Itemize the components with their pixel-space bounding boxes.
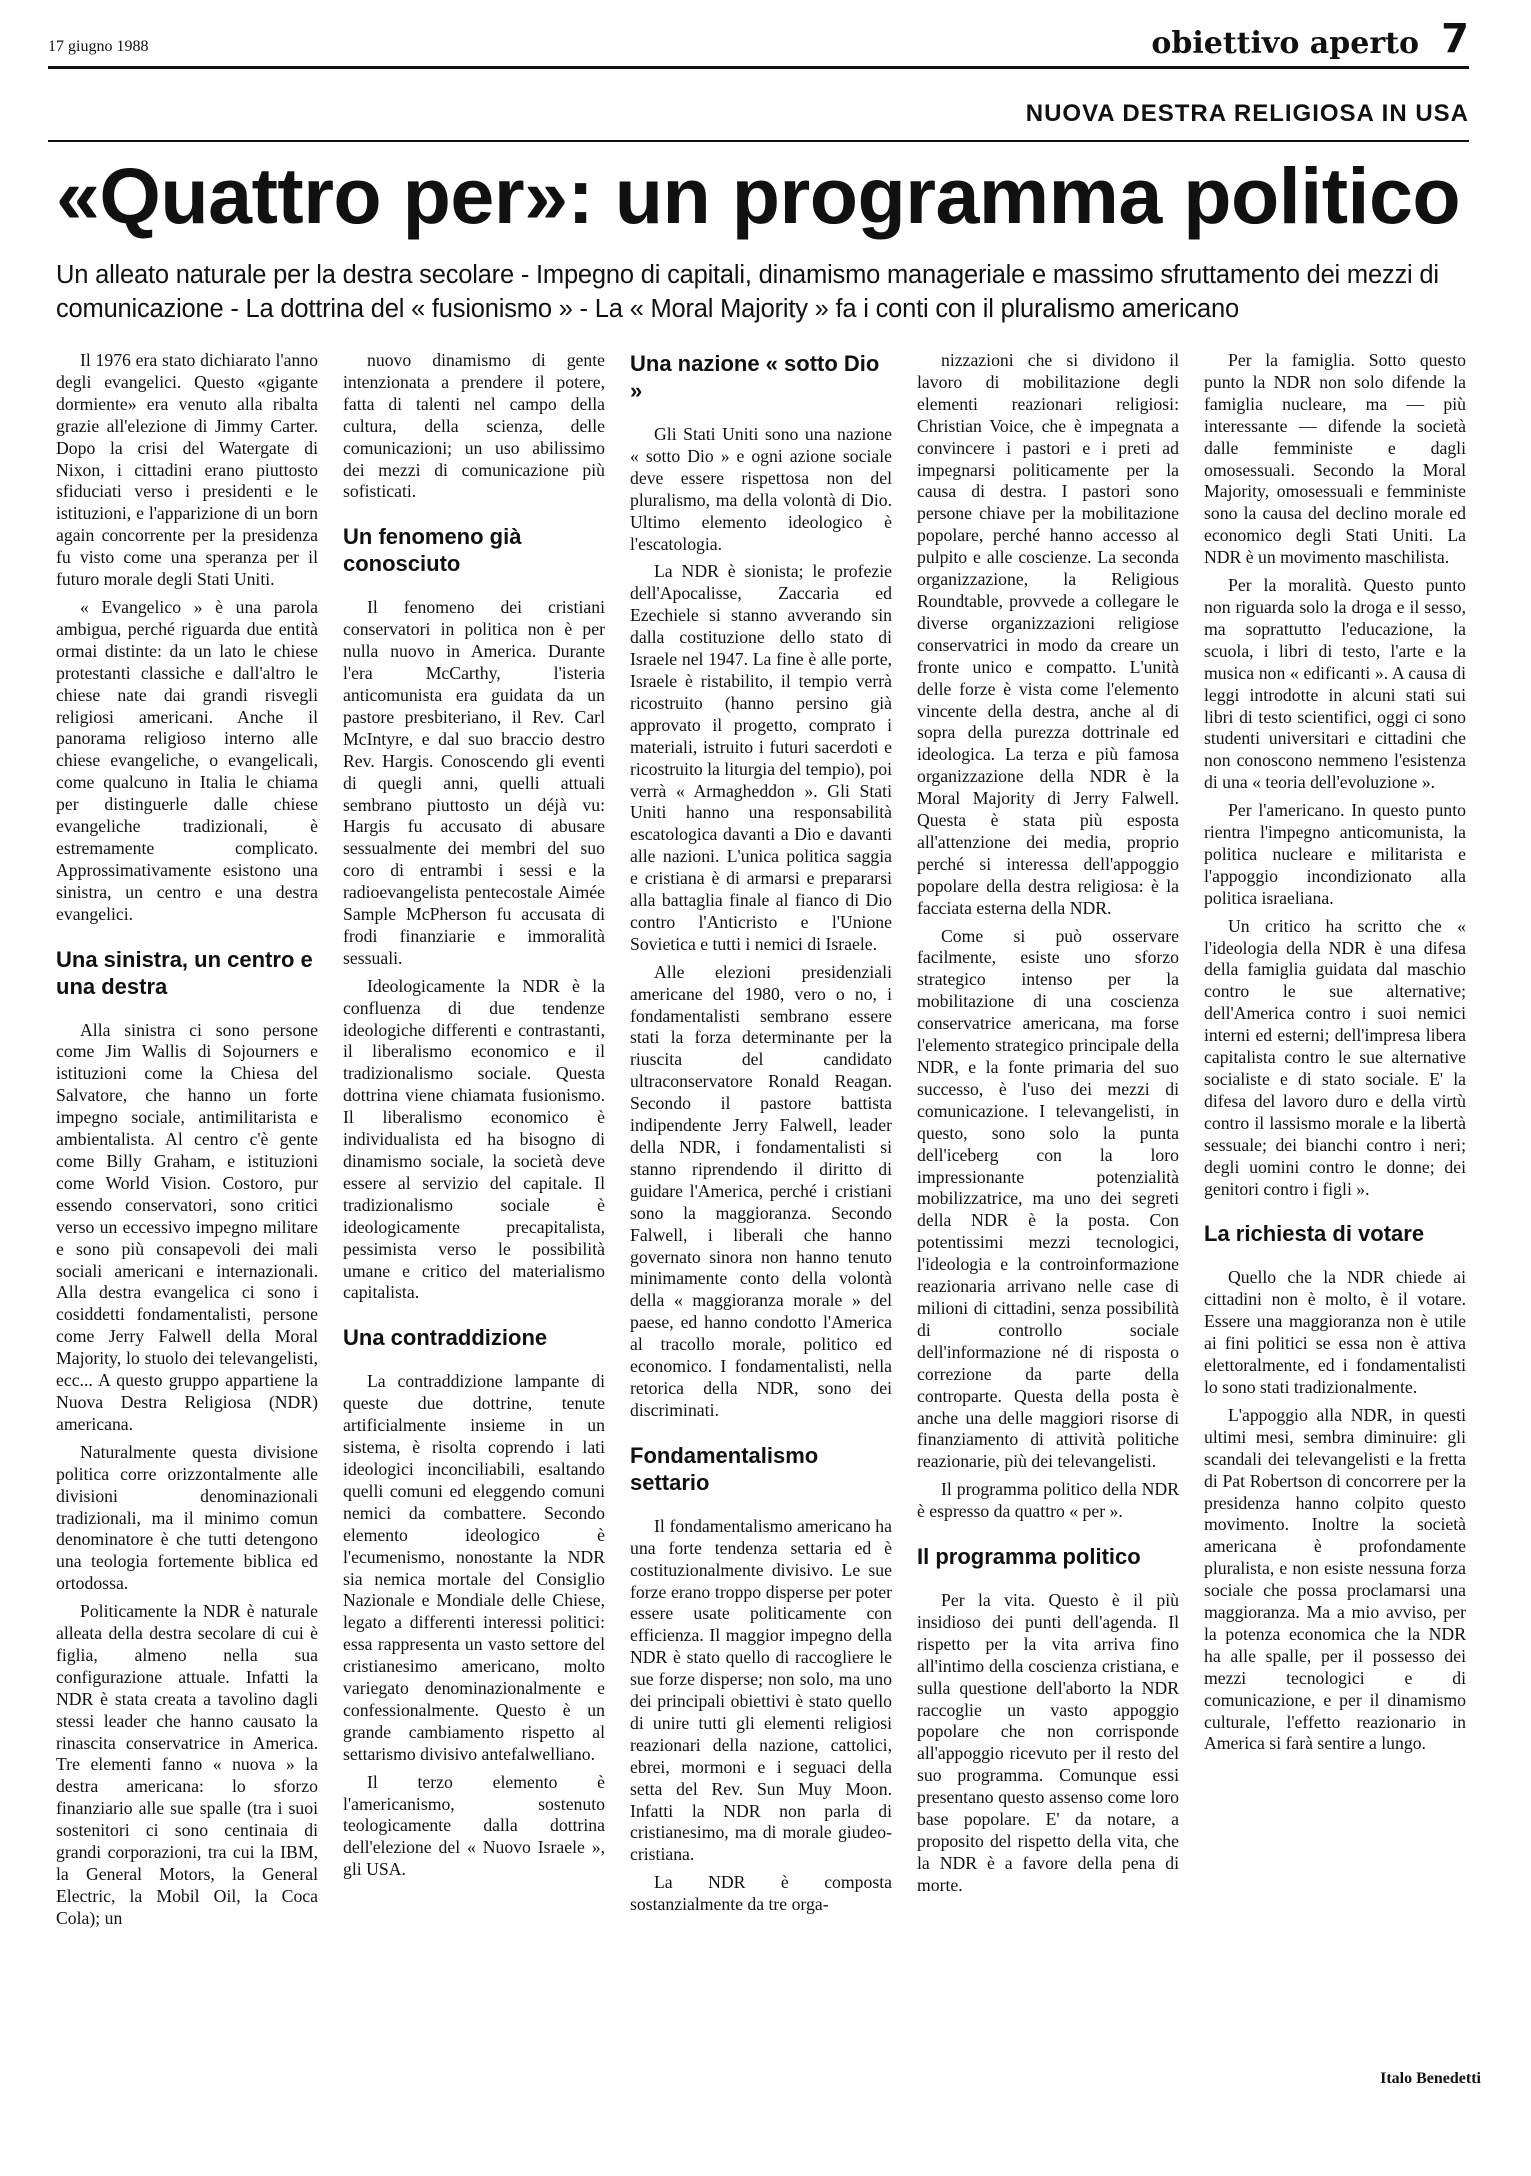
section-heading: Una nazione « sotto Dio » bbox=[630, 351, 880, 403]
article-body bbox=[56, 350, 1476, 2130]
kicker-divider bbox=[48, 140, 1469, 142]
article-column-3 bbox=[630, 350, 892, 2130]
article-column-1 bbox=[56, 350, 318, 2130]
body-paragraph: L'appoggio alla NDR, in questi ultimi mesi, sembra diminuire: gli scandali dei televangelisti e la fretta di Pat Robertson di concorrere per la presidenza hanno colpito questo movimento. Inoltre la società americana è profondamente pluralista, e non esiste nessuna forza sociale che possa proclamarsi una maggioranza. Ma a mio avviso, per la potenza economica che la NDR ha alle spalle, per il possesso dei mezzi tecnologici e di comunicazione, e per il dinamismo culturale, l'effetto reazionario in America si farà sentire a lungo. bbox=[1204, 1404, 1466, 1754]
section-heading: La richiesta di votare bbox=[1204, 1221, 1425, 1247]
body-paragraph: Per la moralità. Questo punto non riguarda solo la droga e il sesso, ma soprattutto l'educazione, la scuola, i libri di testo, l'arte e la musica non « edificanti ». A causa di leggi introdotte in alcuni stati sui libri di testo scientifici, oggi ci sono studenti universitari e cittadini che non conoscono nemmeno l'esistenza di una « teoria dell'evoluzione ». bbox=[1204, 575, 1466, 793]
body-paragraph: Il fenomeno dei cristiani conservatori in politica non è per nulla nuovo in America. Durante l'era McCarthy, l'isteria anticomunista era guidata da un pastore presbiteriano, il Rev. Carl McIntyre, e dal suo braccio destro Rev. Hargis. Conoscendo gli eventi di quegli anni, quelli attuali sembrano piuttosto un déjà vu: Hargis fu accusato di abusare sessualmente dei membri del suo coro di entrambi i sessi e la radioevangelista pentecostale Aimée Sample McPherson fu accusata di frodi finanziarie e immoralità sessuali. bbox=[343, 597, 605, 968]
article-column-2 bbox=[343, 350, 605, 2130]
section-title: obiettivo aperto bbox=[1151, 26, 1419, 61]
body-paragraph: nuovo dinamismo di gente intenzionata a prendere il potere, fatta di talenti nel campo della cultura, della scienza, delle comunicazioni; un uso abilissimo dei mezzi di comunicazione più sofisticati. bbox=[343, 350, 605, 502]
body-paragraph: « Evangelico » è una parola ambigua, perché riguarda due entità ormai distinte: da un lato le chiese protestanti classiche e dall'altro le chiese nate dai grandi risvegli religiosi americani. Anche il panorama religioso interno alle chiese evangeliche, o evangelicali, come qualcuno in Italia le chiama per distinguerle dalle chiese evangeliche tradizionali, è estremamente complicato. Approssimativamente esistono una sinistra, un centro e una destra evangelici. bbox=[56, 596, 318, 924]
section-heading: Fondamentalismo settario bbox=[630, 1442, 819, 1495]
body-paragraph: Un critico ha scritto che « l'ideologia della NDR è una difesa della famiglia guidata dal maschio contro le sue alternative; dell'America contro i suoi nemici interni ed esterni; dell'impresa libera capitalista contro le sue alternative socialiste e di stato sociale. E' la difesa del lavoro duro e della virtù contro il lassismo morale e la libertà sessuale; dei bianchi contro i neri; degli uomini contro le donne; dei genitori contro i figli ». bbox=[1204, 915, 1466, 1199]
article-column-4 bbox=[917, 350, 1179, 2130]
body-paragraph: Per l'americano. In questo punto rientra l'impegno anticomunista, la politica nucleare e militarista e l'appoggio incondizionato alla politica israeliana. bbox=[1204, 800, 1466, 908]
article-headline: «Quattro per»: un programma politico bbox=[56, 151, 1461, 240]
body-paragraph: Alle elezioni presidenziali americane del 1980, vero o no, i fondamentalisti sembrano essere stati la forza determinante per la riuscita del candidato ultraconservatore Ronald Reagan. Secondo il pastore battista indipendente Jerry Falwell, leader della NDR, i fondamentalisti si stanno riprendendo il diritto di guidare l'America, perché i cristiani sono la maggioranza. Secondo Falwell, i liberali che hanno governato sinora non hanno tenuto minimamente conto della volontà della « maggioranza morale » del paese, ed hanno condotto l'America al tracollo morale, politico ed economico. I fondamentalisti, nella retorica della NDR, sono dei discriminati. bbox=[630, 961, 892, 1420]
body-paragraph: Gli Stati Uniti sono una nazione « sotto Dio » e ogni azione sociale deve essere rispettosa non del pluralismo, ma della volontà di Dio. Ultimo elemento ideologico è l'escatologia. bbox=[630, 424, 892, 554]
section-heading: Una contraddizione bbox=[343, 1325, 548, 1351]
section-heading: Una sinistra, un centro e una destra bbox=[56, 946, 313, 999]
body-paragraph: Il terzo elemento è l'americanismo, sostenuto teologicamente dalla dottrina dell'elezione del « Nuovo Israele », gli USA. bbox=[343, 1771, 605, 1880]
body-paragraph: Politicamente la NDR è naturale alleata della destra secolare di cui è figlia, almeno nella sua configurazione attuale. Infatti la NDR è stata creata a tavolino dagli stessi leader che hanno causato la rinascita conservatrice in America. Tre elementi fanno « nuova » la destra americana: lo sforzo finanziario alle sue spalle (tra i suoi sostenitori ci sono centinaia di grandi corporazioni, tra cui la IBM, la General Motors, la General Electric, la Mobil Oil, la Coca Cola); un bbox=[56, 1601, 318, 1928]
body-paragraph: Naturalmente questa divisione politica corre orizzontalmente alle divisioni denominazionali tradizionali, ma il minimo comun denominatore è che tutti detengono una teologia fortemente biblica ed ortodossa. bbox=[56, 1441, 318, 1594]
section-heading: Un fenomeno già conosciuto bbox=[343, 524, 522, 577]
body-paragraph: Alla sinistra ci sono persone come Jim Wallis di Sojourners e istituzioni come la Chiesa del Salvatore, che hanno un forte impegno sociale, antimilitarista e ambientalista. Al centro c'è gente come Billy Graham, e istituzioni come World Vision. Costoro, pur essendo conservatori, sono critici verso un eccessivo impegno militare e sono più consapevoli dei mali sociali americani e internazionali. Alla destra evangelica ci sono i cosiddetti fondamentalisti, persone come Jerry Falwell della Moral Majority, lo stuolo dei televangelisti, ecc... A questo gruppo appartiene la Nuova Destra Religiosa (NDR) americana. bbox=[56, 1019, 318, 1434]
body-paragraph: Il 1976 era stato dichiarato l'anno degli evangelici. Questo «gigante dormiente» era venuto alla ribalta grazie all'elezione di Jimmy Carter. Dopo la crisi del Watergate di Nixon, i cittadini erano piuttosto sfiduciati verso i presidenti e le istituzioni, e l'apparizione di un born again concorrente per la presidenza fu visto come una speranza per il futuro morale degli Stati Uniti. bbox=[56, 350, 318, 590]
body-paragraph: La contraddizione lampante di queste due dottrine, tenute artificialmente insieme in un sistema, è risolta coprendo i lati ideologici inconciliabili, esaltando quelli comuni ed eleggendo comuni nemici da combattere. Secondo elemento ideologico è l'ecumenismo, nonostante la NDR sia nemica mortale del Consiglio Nazionale e Mondiale delle Chiese, legato a differenti interessi politici: essa rappresenta un vasto settore del cristianesimo americano, molto variegato denominazionalmente e confessionalmente. Questo è un grande cambiamento rispetto al settarismo divisivo antefalwelliano. bbox=[343, 1371, 605, 1764]
body-paragraph: Il fondamentalismo americano ha una forte tendenza settaria ed è costituzionalmente divisivo. Le sue forze erano troppo disperse per poter essere usate politicamente con efficienza. Il maggior impegno della NDR è stato quello di raccogliere le sue forze disperse; non solo, ma uno dei principali obiettivi è stato quello di unire tutti gli elementi religiosi reazionari della nazione, cattolici, ebrei, mormoni e i seguaci della setta del Rev. Sun Muy Moon. Infatti la NDR non parla di cristianesimo, ma di morale giudeo-cristiana. bbox=[630, 1515, 892, 1865]
page-header bbox=[48, 16, 1469, 69]
body-paragraph: Per la famiglia. Sotto questo punto la NDR non solo difende la famiglia nucleare, ma — più interessante — difende la società dalle femministe e dagli omosessuali. Secondo la Moral Majority, omosessuali e femministe sono la causa del declino morale ed economico degli Stati Uniti. La NDR è un movimento maschilista. bbox=[1204, 350, 1466, 568]
body-paragraph: Quello che la NDR chiede ai cittadini non è molto, è il votare. Essere una maggioranza non è utile ai fini politici se essa non è attiva elettoralmente, ed i fondamentalisti lo sono stati tradizionalmente. bbox=[1204, 1267, 1466, 1397]
body-paragraph: nizzazioni che si dividono il lavoro di mobilitazione degli elementi reazionari religiosi: Christian Voice, che è impegnata a convincere i pastori e i preti ad impegnarsi politicamente per la causa di destra. I pastori sono persone chiave per la mobilitazione popolare, perché hanno accesso al pulpito e alle coscienze. La seconda organizzazione, la Religious Roundtable, provvede a collegare le diverse organizzazioni religiose conservatrici in modo da creare un fronte unico e compatto. L'unità delle forze è vista come l'elemento vincente della destra, anche al di sopra della purezza dottrinale ed ideologica. La terza e più famosa organizzazione della NDR è la Moral Majority di Jerry Falwell. Questa è stata più esposta all'attenzione dei media, proprio perché si interessa dell'appoggio popolare della destra religiosa: è la facciata esterna della NDR. bbox=[917, 350, 1179, 918]
page-number: 7 bbox=[1441, 16, 1469, 62]
author-signature: Italo Benedetti bbox=[1380, 2070, 1481, 2087]
body-paragraph: La NDR è sionista; le profezie dell'Apocalisse, Zaccaria ed Ezechiele si stanno avverando sin dalla costituzione dello stato di Israele nel 1947. La fine è alle porte, Israele è ristabilito, il tempio verrà ricostruito (hanno persino già approvato il progetto, comprato i materiali, istruito i futuri sacerdoti e ricostruito la liturgia del tempio), poi verrà « Armagheddon ». Gli Stati Uniti hanno una responsabilità escatologica davanti a Dio e davanti alle nazioni. L'unica politica saggia e cristiana è di armarsi e prepararsi alla battaglia finale al fianco di Dio contro l'Anticristo e l'Unione Sovietica e tutti i nemici di Israele. bbox=[630, 561, 892, 954]
section-heading: Il programma politico bbox=[917, 1544, 1141, 1570]
body-paragraph: Ideologicamente la NDR è la confluenza di due tendenze ideologiche differenti e contrastanti, il liberalismo economico e il tradizionalismo sociale. Questa dottrina viene chiamata fusionismo. Il liberalismo economico è individualista ed ha bisogno di dinamismo sociale, la società deve essere al servizio del capitale. Il tradizionalismo sociale è ideologicamente precapitalista, pessimista verso le possibilità umane e critico del materialismo capitalista. bbox=[343, 975, 605, 1303]
body-paragraph: Come si può osservare facilmente, esiste uno sforzo strategico intenso per la mobilitazione di una coscienza conservatrice americana, ma forse l'elemento strategico principale della NDR, e la fonte primaria del suo successo, è l'uso dei mezzi di comunicazione. I televangelisti, in questo, sono solo la punta dell'iceberg con la loro impressionante potenzialità mobilizzatrice, ma uno dei segreti della NDR è la posta. Con potentissimi mezzi tecnologici, l'ideologia e la controinformazione reazionaria arrivano nelle case di milioni di cittadini, senza possibilità di controllo sociale dell'informazione né di risposta o correzione da parte della controparte. Questa della posta è anche una delle maggiori risorse di finanziamento di attività politiche reazionarie, più dei televangelisti. bbox=[917, 925, 1179, 1472]
body-paragraph: La NDR è composta sostanzialmente da tre orga- bbox=[630, 1872, 892, 1915]
body-paragraph: Il programma politico della NDR è espresso da quattro « per ». bbox=[917, 1479, 1179, 1522]
article-column-5 bbox=[1204, 350, 1466, 2130]
body-paragraph: Per la vita. Questo è il più insidioso dei punti dell'agenda. Il rispetto per la vita arriva fino all'intimo della coscienza cristiana, e sulla questione dell'aborto la NDR raccoglie un vasto appoggio popolare che non corrisponde all'appoggio ricevuto per il resto del suo programma. Comunque essi presentano questo assenso come loro base popolare. E' da notare, a proposito del rispetto della vita, che la NDR è a favore della pena di morte. bbox=[917, 1590, 1179, 1895]
article-kicker: NUOVA DESTRA RELIGIOSA IN USA bbox=[1025, 100, 1469, 127]
article-subheadline: Un alleato naturale per la destra secolare - Impegno di capitali, dinamismo manageriale e massimo sfruttamento dei mezzi di comunicazione - La dottrina del « fusionismo » - La « Moral Majority » fa i conti con il pluralismo americano bbox=[56, 261, 1439, 323]
issue-date: 17 giugno 1988 bbox=[48, 38, 149, 55]
